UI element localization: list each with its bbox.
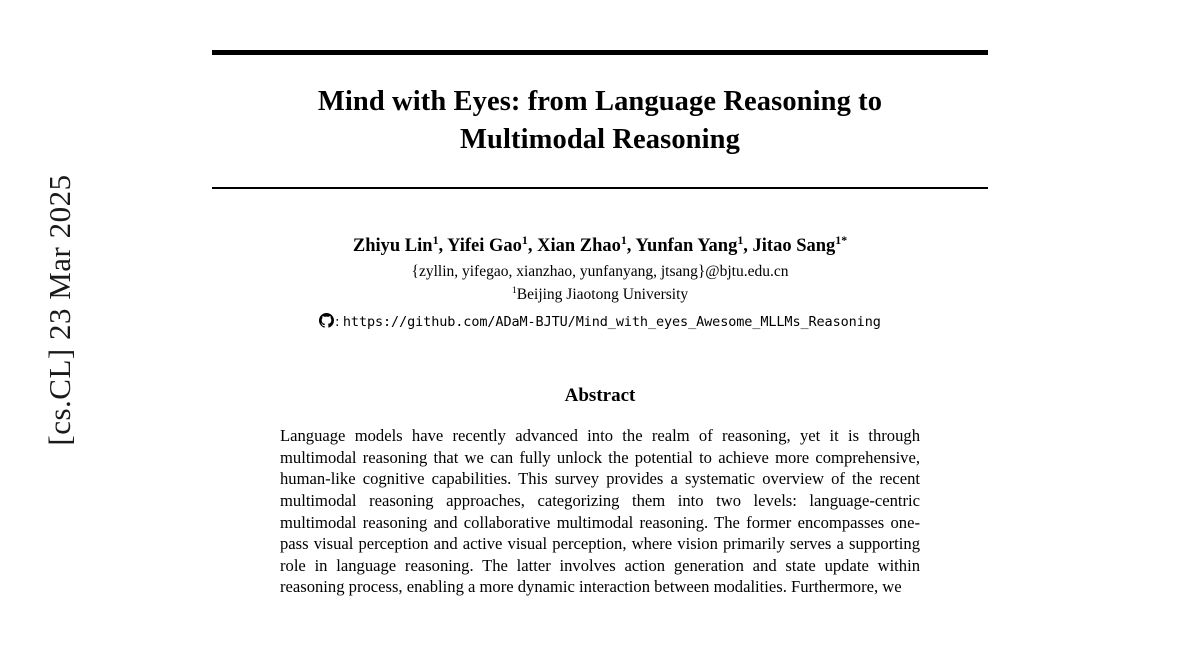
author-affil-marker: 1 (737, 233, 744, 248)
repository-line[interactable] (212, 313, 988, 333)
author-affil-marker: 1 (432, 233, 439, 248)
author-list (212, 234, 988, 258)
author-name: Zhiyu Lin (352, 236, 433, 257)
author-emails: {zyllin, yifegao, xianzhao, yunfanyang, jtsang}@bjtu.edu.cn (411, 263, 789, 281)
page-title-line2: Multimodal Reasoning (460, 123, 740, 155)
author-affil-marker: 1 (620, 233, 627, 248)
author-name: Yifei Gao (447, 236, 522, 257)
author-entry (635, 233, 753, 257)
author-name: Yunfan Yang (635, 236, 738, 257)
arxiv-stamp-text: [cs.CL] 23 Mar 2025 (42, 174, 77, 446)
author-separator: , (743, 236, 753, 257)
page-title-line1: Mind with Eyes: from Language Reasoning to (317, 86, 883, 117)
title-rule-bottom (212, 187, 988, 190)
author-entry (752, 233, 848, 257)
abstract-heading: Abstract (564, 385, 636, 407)
affiliation-name: Beijing Jiaotong University (516, 286, 689, 304)
author-separator: , (438, 236, 448, 257)
abstract-paragraph: Language models have recently advanced into the realm of reasoning, yet it is through multimodal reasoning that we can fully unlock the potential to achieve more comprehensive, human-like cognitive capabilities. This survey provides a systematic overview of the recent multimodal reasoning approaches, categorizing them into two levels: language-centric multimodal reasoning and collaborative multimodal reasoning. The former encompasses one-pass visual perception and active visual perception, where vision primarily serves a supporting role in language reasoning. The latter involves action generation and state update within reasoning process, enabling a more dynamic interaction between modalities. Furthermore, we (280, 426, 920, 597)
author-separator: , (527, 236, 538, 257)
author-affil-marker: 1 (521, 233, 528, 248)
author-separator: , (626, 236, 636, 257)
author-entry (537, 233, 636, 257)
repository-prefix: : (335, 314, 340, 331)
arxiv-stamp (0, 0, 120, 648)
author-name: Jitao Sang (752, 236, 836, 257)
title-rule-top (212, 50, 988, 55)
author-entry (447, 233, 538, 257)
affiliation-marker: 1 (511, 285, 517, 297)
author-affil-marker: 1* (835, 233, 848, 248)
affiliation (212, 286, 988, 304)
paper-page (212, 0, 988, 648)
repository-url[interactable]: https://github.com/ADaM-BJTU/Mind_with_eyes_Awesome_MLLMs_Reasoning (342, 314, 881, 331)
author-name: Xian Zhao (537, 236, 621, 257)
page-title (212, 83, 988, 159)
author-entry (352, 233, 448, 257)
abstract-body (280, 425, 920, 598)
github-icon (319, 313, 334, 333)
